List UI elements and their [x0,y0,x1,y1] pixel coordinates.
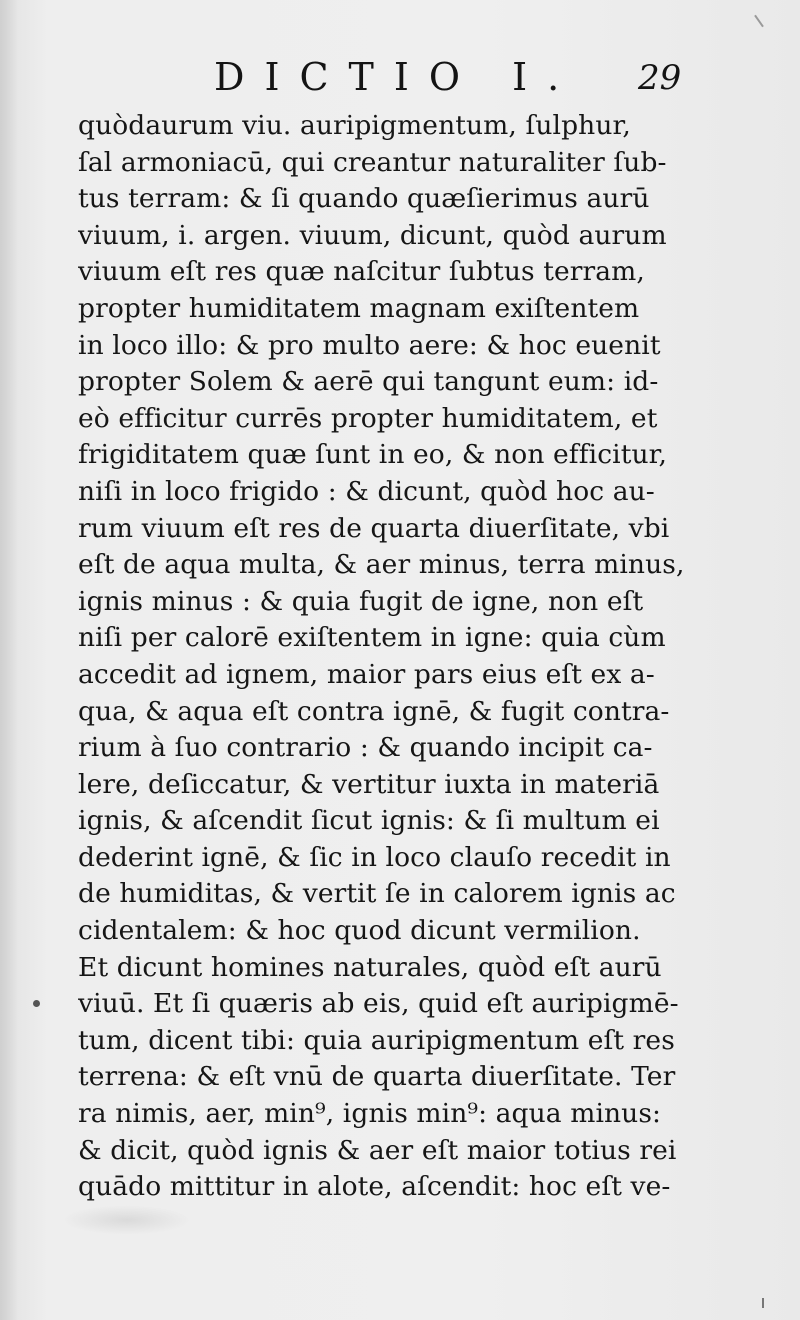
text-line: viuū. Et ſi quæris ab eis, quid eſt auripigmē- [78,988,679,1020]
text-line: dederint ignē, & ſic in loco clauſo recedit in [78,841,671,873]
text-line: rium à ſuo contrario : & quando incipit ca- [78,732,653,764]
text-line: & dicit, quòd ignis & aer eſt maior totius rei [78,1134,677,1166]
text-line: ſal armoniacū, qui creantur naturaliter ſub- [78,146,667,178]
text-line: ra nimis, aer, min⁹, ignis min⁹: aqua minus: [78,1098,662,1130]
text-line: propter humiditatem magnam exiſtentem [78,292,640,324]
margin-dot [33,1000,40,1007]
body-text [78,108,688,1206]
text-line: ignis, & aſcendit ſicut ignis: & ſi multum ei [78,805,660,837]
text-line: terrena: & eſt vnū de quarta diuerſitate. Ter [78,1061,676,1093]
text-line: frigiditatem quæ ſunt in eo, & non efficitur, [78,439,668,471]
text-line: viuum eſt res quæ naſcitur ſubtus terram, [78,256,645,288]
text-line: tum, dicent tibi: quia auripigmentum eſt res [78,1024,675,1056]
text-line: quādo mittitur in alote, aſcendit: hoc eſt ve- [78,1171,671,1203]
ink-bleed-through [62,1205,192,1235]
text-line: niſi in loco frigido : & dicunt, quòd hoc au- [78,475,655,507]
page-header [0,52,800,102]
text-line: eſt de aqua multa, & aer minus, terra minus, [78,549,685,581]
text-line: ignis minus : & quia fugit de igne, non eſt [78,585,644,617]
gutter-shadow [0,0,18,1320]
text-line: eò efficitur currēs propter humiditatem, et [78,402,658,434]
text-line: accedit ad ignem, maior pars eius eſt ex a- [78,658,655,690]
text-line: lere, deſiccatur, & vertitur iuxta in materiā [78,768,660,800]
running-head: DICTIO I. [214,55,580,99]
text-line: in loco illo: & pro multo aere: & hoc euenit [78,329,661,361]
text-line: rum viuum eſt res de quarta diuerſitate, vbi [78,512,670,544]
text-line: viuum, i. argen. viuum, dicunt, quòd aurum [78,219,667,251]
text-line: cidentalem: & hoc quod dicunt vermilion. [78,915,641,947]
text-line: tus terram: & ſi quando quæſierimus aurū [78,183,650,215]
text-line: propter Solem & aerē qui tangunt eum: id- [78,366,659,398]
page-number: 29 [638,58,682,98]
text-line: quòdaurum viu. auripigmentum, ſulphur, [78,110,631,141]
text-line: Et dicunt homines naturales, quòd eſt aurū [78,951,662,983]
text-line: qua, & aqua eſt contra ignē, & fugit contra- [78,695,670,727]
text-line: de humiditas, & vertit ſe in calorem ignis ac [78,878,676,910]
text-line: niſi per calorē exiſtentem in igne: quia cùm [78,622,666,654]
paper-mark [754,15,764,28]
paper-mark [762,1298,764,1308]
